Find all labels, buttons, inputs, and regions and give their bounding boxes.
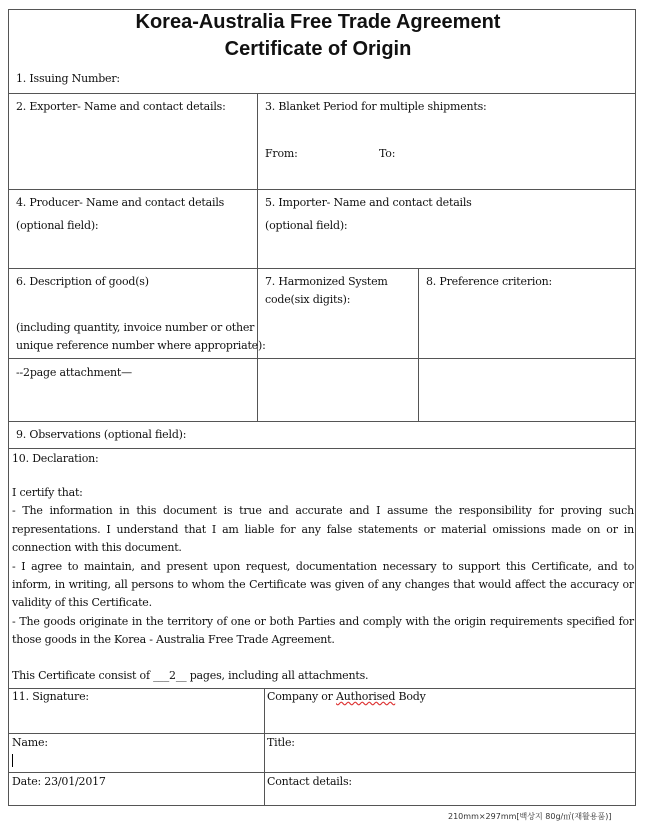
rule (8, 189, 636, 190)
rule (8, 421, 636, 422)
frame-left (8, 9, 9, 805)
text-cursor (12, 754, 13, 767)
rule (8, 358, 636, 359)
column-divider (264, 688, 265, 805)
document-subtitle: Certificate of Origin (224, 38, 412, 60)
importer-optional-label: (optional field): (265, 219, 348, 232)
declaration-paragraph-3: - The goods originate in the territory of one or both Parties and comply with the origin requirements specified for those goods in the Korea - Australia Free Trade Agreement. (12, 614, 634, 647)
from-label[interactable]: From: (265, 147, 298, 160)
exporter-label[interactable]: 2. Exporter- Name and contact details: (16, 100, 226, 113)
company-suffix: Body (395, 690, 426, 703)
declaration-paragraph-1: - The information in this document is true and accurate and I assume the responsibility for proving such representations. I understand that I am liable for any false statements or material omissions made on or in connection with this document. (12, 504, 634, 555)
frame-right (635, 9, 636, 805)
blanket-period-label[interactable]: 3. Blanket Period for multiple shipments: (265, 100, 487, 113)
date-field[interactable]: Date: 23/01/2017 (12, 775, 106, 788)
frame-bottom (8, 805, 636, 806)
rule (8, 733, 636, 734)
column-divider (418, 268, 419, 421)
signature-label[interactable]: 11. Signature: (12, 690, 89, 703)
pages-statement: This Certificate consist of ___2__ pages, including all attachments. (12, 669, 369, 682)
declaration-body[interactable] (12, 484, 634, 650)
rule (8, 93, 636, 94)
hs-code-label-line2: code(six digits): (265, 293, 351, 306)
paper-spec-footer: 210mm×297mm[백상지 80g/㎡(재활용품)] (448, 812, 612, 821)
rule (8, 688, 636, 689)
name-label[interactable]: Name: (12, 736, 48, 749)
declaration-paragraph-2: - I agree to maintain, and present upon request, documentation necessary to support this Certificate, and to inform, in writing, all persons to whom the Certificate was given of any changes that would affect the accuracy or validity of this Certificate. (12, 559, 634, 610)
producer-optional-label: (optional field): (16, 219, 99, 232)
rule (8, 448, 636, 449)
observations-label[interactable]: 9. Observations (optional field): (16, 428, 187, 441)
company-label[interactable] (267, 690, 426, 703)
company-word-spellcheck: Authorised (336, 690, 396, 703)
description-note-line1: (including quantity, invoice number or other (16, 321, 255, 334)
to-label[interactable]: To: (379, 147, 396, 160)
importer-label[interactable]: 5. Importer- Name and contact details (265, 196, 472, 209)
attachment-note[interactable]: --2page attachment— (16, 366, 132, 379)
contact-details-label[interactable]: Contact details: (267, 775, 352, 788)
declaration-label: 10. Declaration: (12, 452, 99, 465)
rule (8, 772, 636, 773)
hs-code-label[interactable]: 7. Harmonized System (265, 275, 388, 288)
rule (8, 268, 636, 269)
description-label[interactable]: 6. Description of good(s) (16, 275, 149, 288)
issuing-number-label[interactable]: 1. Issuing Number: (16, 72, 120, 85)
description-note-line2: unique reference number where appropriate): (16, 339, 266, 352)
frame-top (8, 9, 636, 10)
document-title: Korea-Australia Free Trade Agreement (135, 11, 501, 33)
company-prefix: Company or (267, 690, 337, 703)
title-field-label[interactable]: Title: (267, 736, 295, 749)
column-divider (257, 93, 258, 421)
certify-line: I certify that: (12, 486, 83, 499)
preference-criterion-label[interactable]: 8. Preference criterion: (426, 275, 553, 288)
producer-label[interactable]: 4. Producer- Name and contact details (16, 196, 225, 209)
